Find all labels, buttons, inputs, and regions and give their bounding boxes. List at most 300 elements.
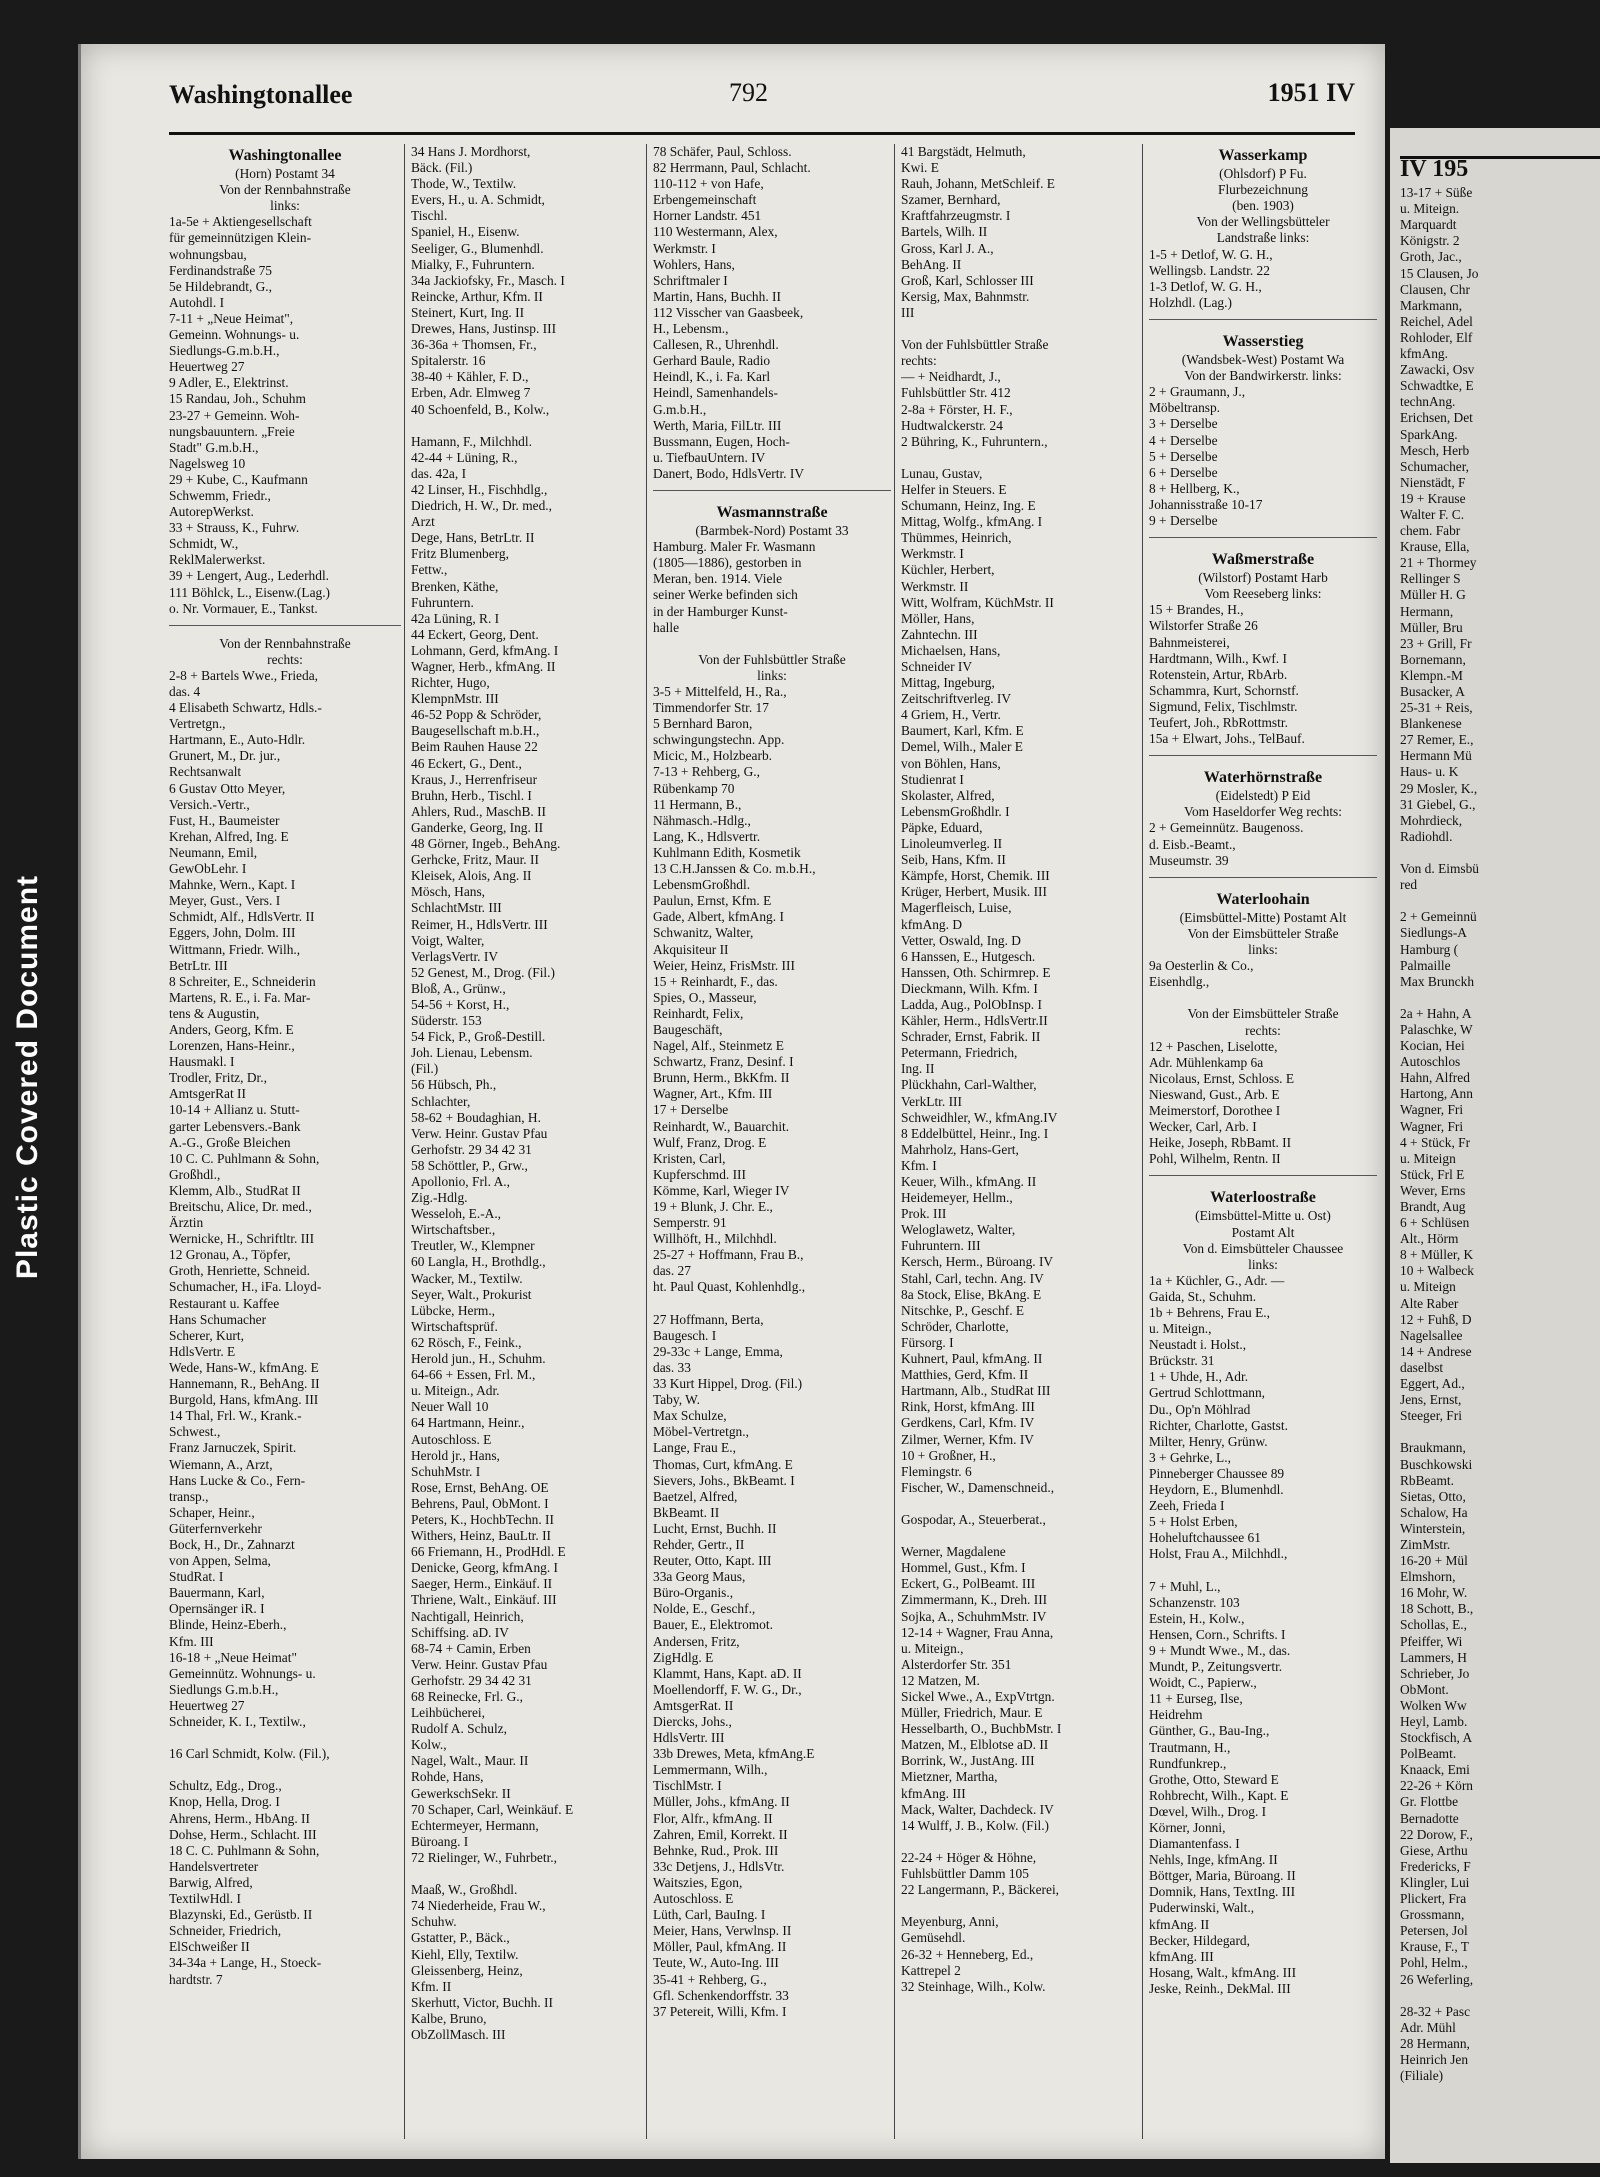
street-heading: Washingtonallee xyxy=(228,148,342,164)
directory-entry: Wagner, Fri xyxy=(1400,1118,1464,1134)
directory-entry: Nitschke, P., Geschf. E xyxy=(901,1302,1025,1318)
directory-entry: Hamann, F., Milchhdl. xyxy=(411,433,532,449)
directory-entry: Verw. Heinr. Gustav Pfau xyxy=(411,1125,548,1141)
directory-entry: Reimer, H., HdlsVertr. III xyxy=(411,916,548,932)
directory-entry: Jens, Ernst, xyxy=(1400,1392,1462,1408)
directory-entry: 5 + Derselbe xyxy=(1149,448,1218,464)
directory-entry: 10 C. C. Puhlmann & Sohn, xyxy=(169,1150,320,1166)
directory-entry: u. Miteign., xyxy=(1149,1321,1212,1337)
directory-entry: Linoleumverleg. II xyxy=(901,836,1003,852)
directory-entry: 1b + Behrens, Frau E., xyxy=(1149,1305,1270,1320)
directory-entry: Eggers, John, Dolm. III xyxy=(169,925,296,941)
directory-entry: 25-27 + Hoffmann, Frau B., xyxy=(653,1247,804,1263)
directory-entry: Kattrepel 2 xyxy=(901,1962,961,1978)
directory-entry: Zawacki, Osv xyxy=(1400,362,1475,378)
directory-entry: Nähmasch.-Hdlg., xyxy=(653,812,751,828)
directory-entry: Kraus, J., Herrenfriseur xyxy=(411,771,538,787)
directory-entry: 60 Langla, H., Brothdlg., xyxy=(411,1254,546,1270)
directory-entry: Hardtmann, Wilh., Kwf. I xyxy=(1149,650,1287,666)
directory-entry: Günther, G., Bau-Ing., xyxy=(1149,1723,1270,1739)
adjacent-page-column xyxy=(1400,156,1600,2084)
directory-entry: Schneider, Friedrich, xyxy=(169,1923,282,1939)
directory-entry: Richter, Charlotte, Gastst. xyxy=(1149,1417,1288,1433)
directory-entry: Werner, Magdalene xyxy=(901,1544,1006,1560)
directory-entry: Plickert, Fra xyxy=(1400,1891,1467,1907)
directory-entry: Krehan, Alfred, Ing. E xyxy=(169,828,289,844)
directory-entry: Hans Schumacher xyxy=(169,1311,267,1327)
directory-entry: Knop, Hella, Drog. I xyxy=(169,1794,280,1810)
directory-entry: Puderwinski, Walt., xyxy=(1149,1900,1255,1916)
directory-entry: Heyl, Lamb. xyxy=(1400,1714,1468,1729)
directory-entry: kfmAng. II xyxy=(1149,1916,1210,1932)
directory-entry: Breitschu, Alice, Dr. med., xyxy=(169,1199,312,1214)
directory-entry: 58-62 + Boudaghian, H. xyxy=(411,1109,541,1125)
directory-entry: 38-40 + Kähler, F. D., xyxy=(411,369,529,385)
directory-entry: Hanssen, Oth. Schirmrep. E xyxy=(901,964,1051,980)
street-note: (Barmbek-Nord) Postamt 33 xyxy=(695,523,849,539)
directory-entry: Gade, Albert, kfmAng. I xyxy=(653,909,784,925)
header-year: 1951 IV xyxy=(1267,78,1355,107)
directory-entry: Rechtsanwalt xyxy=(169,764,242,780)
directory-entry: Spitalerstr. 16 xyxy=(411,353,486,369)
directory-entry: Wittmann, Friedr. Wilh., xyxy=(169,941,301,957)
directory-entry: garter Lebensvers.-Bank xyxy=(169,1118,301,1134)
directory-entry: Apollonio, Frl. A., xyxy=(411,1174,510,1189)
directory-entry: Schuhw. xyxy=(411,1914,457,1930)
directory-entry: Schrader, Ernst, Fabrik. II xyxy=(901,1029,1041,1045)
directory-entry: Flemingstr. 6 xyxy=(901,1463,972,1479)
directory-entry: SchlachtMstr. III xyxy=(411,900,502,916)
directory-entry: 46 Eckert, G., Dent., xyxy=(411,755,522,771)
directory-entry: von Böhlen, Hans, xyxy=(901,755,1001,771)
directory-entry: Klemm, Alb., StudRat II xyxy=(169,1182,301,1198)
directory-entry: Withers, Heinz, BauLtr. II xyxy=(411,1528,552,1544)
directory-entry: Rohde, Hans, xyxy=(411,1769,484,1785)
directory-entry: Schammra, Kurt, Schornstf. xyxy=(1149,682,1299,698)
directory-entry: Herold jr., Hans, xyxy=(411,1447,500,1463)
directory-entry: Wulf, Franz, Drog. E xyxy=(653,1134,767,1150)
directory-entry: Versich.-Vertr., xyxy=(169,796,250,812)
directory-entry: Ladda, Aug., PolObInsp. I xyxy=(901,996,1042,1012)
directory-entry: Nachtigall, Heinrich, xyxy=(411,1608,524,1624)
section-divider xyxy=(653,490,891,501)
directory-entry: Alte Raber xyxy=(1400,1295,1459,1311)
directory-entry: 1a + Küchler, G., Adr. — xyxy=(1149,1272,1285,1288)
directory-entry: Szamer, Bernhard, xyxy=(901,192,1001,208)
street-note: rechts: xyxy=(267,651,303,667)
directory-entry: Hans Lucke & Co., Fern- xyxy=(169,1472,306,1488)
directory-entry: 32 Steinhage, Wilh., Kolw. xyxy=(901,1978,1046,1994)
street-note: Von d. Eimsbütteler Chaussee xyxy=(1182,1240,1344,1256)
directory-entry: ZigHdlg. E xyxy=(653,1649,714,1665)
directory-entry: Kersig, Max, Bahnmstr. xyxy=(901,288,1030,304)
directory-entry: Denicke, Georg, kfmAng. I xyxy=(411,1560,559,1576)
directory-entry: 4 + Stück, Fr xyxy=(1400,1134,1471,1150)
directory-entry: Rink, Horst, kfmAng. III xyxy=(901,1399,1035,1415)
street-heading: Wasmannstraße xyxy=(716,504,828,521)
directory-entry: Evers, H., u. A. Schmidt, xyxy=(411,192,545,208)
directory-entry: Wagner, Herb., kfmAng. II xyxy=(411,659,556,674)
directory-entry: Rohloder, Elf xyxy=(1400,329,1473,345)
directory-entry: Hausmakl. I xyxy=(169,1054,235,1070)
directory-entry: Zimmermann, K., Dreh. III xyxy=(901,1592,1048,1608)
directory-entry: H., Lebensm., xyxy=(653,321,729,337)
directory-entry: Eckert, G., PolBeamt. III xyxy=(901,1576,1036,1592)
directory-entry: 13-17 + Süße xyxy=(1400,185,1473,201)
directory-entry: Lübcke, Herm., xyxy=(411,1302,496,1318)
directory-entry: Baumert, Karl, Kfm. E xyxy=(901,723,1024,739)
directory-entry: Neuer Wall 10 xyxy=(411,1399,489,1415)
directory-entry xyxy=(901,450,1139,466)
directory-entry: 34-34a + Lange, H., Stoeck- xyxy=(169,1955,322,1971)
directory-entry: 3 + Gehrke, L., xyxy=(1149,1449,1231,1465)
directory-entry: LebensmGroßhdl. xyxy=(653,877,751,893)
directory-entry: von Appen, Selma, xyxy=(169,1553,271,1569)
street-note: Landstraße links: xyxy=(1216,230,1310,246)
directory-entry: Krüger, Herbert, Musik. III xyxy=(901,884,1047,900)
directory-entry: 64 Hartmann, Heinr., xyxy=(411,1415,525,1431)
directory-entry: GewObLehr. I xyxy=(169,861,247,877)
directory-entry: Schanzenstr. 103 xyxy=(1149,1594,1240,1610)
directory-entry: Ferdinandstraße 75 xyxy=(169,262,273,278)
section-divider xyxy=(1149,319,1377,330)
directory-entry: Clausen, Chr xyxy=(1400,281,1470,297)
directory-entry: schwingungstechn. App. xyxy=(653,732,785,748)
directory-entry: Gemeinn. Wohnungs- u. xyxy=(169,327,300,343)
directory-entry: Willhöft, H., Milchhdl. xyxy=(653,1231,777,1247)
directory-entry: Wohlers, Hans, xyxy=(653,256,735,272)
directory-entry: Eisenhdlg., xyxy=(1149,974,1210,990)
directory-entry: Sievers, Johs., BkBeamt. I xyxy=(653,1472,795,1488)
directory-entry: Micic, M., Holzbearb. xyxy=(653,748,772,764)
directory-entry: Wacker, M., Textilw. xyxy=(411,1270,523,1286)
directory-entry: Meyer, Gust., Vers. I xyxy=(169,893,281,909)
directory-entry: hardtstr. 7 xyxy=(169,1971,223,1987)
directory-entry xyxy=(411,418,643,434)
directory-entry: 33c Detjens, J., HdlsVtr. xyxy=(653,1858,785,1874)
directory-entry: Verw. Heinr. Gustav Pfau xyxy=(411,1656,548,1672)
directory-entry: 27 Remer, E., xyxy=(1400,732,1474,748)
directory-entry: 70 Schaper, Carl, Weinkäuf. E xyxy=(411,1801,574,1817)
directory-entry: Schumacher, xyxy=(1400,458,1469,474)
directory-entry: Bloß, A., Grünw., xyxy=(411,980,506,996)
directory-entry: Möbeltransp. xyxy=(1149,400,1221,416)
directory-entry: Trodler, Fritz, Dr., xyxy=(169,1070,267,1086)
directory-entry: Estein, H., Kolw., xyxy=(1149,1610,1245,1626)
directory-entry: Holst, Frau A., Milchhdl., xyxy=(1149,1546,1288,1562)
directory-entry: Vetter, Oswald, Ing. D xyxy=(901,932,1021,948)
directory-entry: Körner, Jonni, xyxy=(1149,1820,1226,1835)
directory-entry: 54 Fick, P., Groß-Destill. xyxy=(411,1029,546,1045)
directory-entry: 11 + Eurseg, Ilse, xyxy=(1149,1691,1243,1707)
directory-entry: Matthies, Gerd, Kfm. II xyxy=(901,1367,1029,1383)
directory-entry: 8 + Hellberg, K., xyxy=(1149,480,1240,496)
directory-entry: KlempnMstr. III xyxy=(411,691,499,707)
directory-entry xyxy=(1400,1424,1600,1440)
directory-entry: 1a-5e + Aktiengesellschaft xyxy=(169,214,312,230)
directory-entry: Heidrehm xyxy=(1149,1707,1203,1723)
directory-entry: Hoheluftchaussee 61 xyxy=(1149,1530,1261,1546)
directory-entry: 18 Schott, B., xyxy=(1400,1601,1474,1617)
directory-entry: 23 + Grill, Fr xyxy=(1400,635,1472,651)
directory-entry: 2 + Gemeinnütz. Baugenoss. xyxy=(1149,820,1304,836)
directory-entry: Möbel-Vertretgn., xyxy=(653,1424,749,1440)
directory-entry: Schultz, Edg., Drog., xyxy=(169,1778,282,1794)
directory-entry: 42 Linser, H., Fischhdlg., xyxy=(411,481,548,497)
directory-entry: Petersen, Jol xyxy=(1400,1923,1468,1939)
directory-entry: Gr. Flottbe xyxy=(1400,1794,1459,1810)
directory-entry: 19 + Krause xyxy=(1400,490,1466,506)
directory-entry: Kocian, Hei xyxy=(1400,1038,1465,1054)
directory-entry: Wolken Ww xyxy=(1400,1697,1467,1713)
directory-entry: Großhdl., xyxy=(169,1166,221,1182)
directory-entry: Zilmer, Werner, Kfm. IV xyxy=(901,1431,1034,1447)
directory-entry: Dœvel, Wilh., Drog. I xyxy=(1149,1803,1267,1819)
directory-entry: Rose, Ernst, BehAng. OE xyxy=(411,1479,549,1495)
directory-entry: Weier, Heinz, FrisMstr. III xyxy=(653,957,795,973)
directory-entry: Woidt, C., Papierw., xyxy=(1149,1675,1257,1691)
adjacent-page-header: IV 195 xyxy=(1400,156,1600,177)
directory-entry: Meyenburg, Anni, xyxy=(901,1914,999,1930)
directory-entry: Timmendorfer Str. 17 xyxy=(653,700,769,716)
directory-entry xyxy=(653,636,891,652)
directory-entry: Werkmstr. I xyxy=(901,546,964,562)
directory-entry: Pohl, Helm., xyxy=(1400,1955,1468,1971)
directory-entry: Hermann, xyxy=(1400,603,1454,619)
directory-entry: Gross, Karl J. A., xyxy=(901,240,994,256)
directory-entry: Reinhardt, Felix, xyxy=(653,1005,744,1021)
directory-entry: 16-18 + „Neue Heimat" xyxy=(169,1649,297,1665)
directory-entry: Reincke, Arthur, Kfm. II xyxy=(411,288,543,304)
directory-entry xyxy=(169,1730,401,1746)
page-header xyxy=(169,72,1355,135)
directory-entry: Anders, Georg, Kfm. E xyxy=(169,1021,294,1037)
directory-entry: Schröder, Charlotte, xyxy=(901,1318,1009,1334)
directory-entry: 7-11 + „Neue Heimat", xyxy=(169,310,294,326)
directory-entry: u. Miteign xyxy=(1400,1279,1456,1295)
directory-entry: 22 Dorow, F., xyxy=(1400,1826,1473,1842)
directory-entry: Wever, Erns xyxy=(1400,1182,1466,1198)
directory-entry: 29 + Kube, C., Kaufmann xyxy=(169,471,308,487)
directory-entry: 8 Eddelbüttel, Heinr., Ing. I xyxy=(901,1125,1049,1141)
side-label-text: Plastic Covered Document xyxy=(11,874,44,1280)
directory-entry: Baugesch. I xyxy=(653,1327,717,1343)
directory-entry: Studienrat I xyxy=(901,771,964,787)
directory-entry: Schriftmaler I xyxy=(653,272,728,288)
directory-entry: Grothe, Otto, Steward E xyxy=(1149,1771,1279,1787)
directory-entry: 22-24 + Höger & Höhne, xyxy=(901,1849,1037,1865)
directory-entry: 14 + Andrese xyxy=(1400,1343,1472,1359)
directory-entry: Müller H. G xyxy=(1400,587,1466,603)
directory-entry: Sietas, Otto, xyxy=(1400,1488,1466,1504)
directory-entry: Kfm. I xyxy=(901,1157,937,1173)
directory-entry xyxy=(1149,1563,1377,1579)
directory-entry: 19 + Blunk, J. Chr. E., xyxy=(653,1199,773,1214)
directory-entry: Brunn, Herm., BkKfm. II xyxy=(653,1070,790,1086)
directory-entry: Neustadt i. Holst., xyxy=(1149,1337,1247,1353)
directory-entry: wohnungsbau, xyxy=(169,246,247,262)
directory-entry: 78 Schäfer, Paul, Schloss. xyxy=(653,144,792,159)
directory-entry: Lohmann, Gerd, kfmAng. I xyxy=(411,642,559,658)
directory-entry: Bahnmeisterei, xyxy=(1149,634,1230,650)
directory-entry: 6 + Derselbe xyxy=(1149,464,1218,480)
directory-entry: Flor, Alfr., kfmAng. II xyxy=(653,1810,773,1826)
directory-entry: 9 + Derselbe xyxy=(1149,512,1218,528)
directory-entry: 29 Mosler, K., xyxy=(1400,780,1478,796)
directory-entry: 4 Griem, H., Vertr. xyxy=(901,707,1001,723)
directory-entry: 9a Oesterlin & Co., xyxy=(1149,958,1254,974)
directory-entry: Steinert, Kurt, Ing. II xyxy=(411,304,525,320)
directory-entry: Schwest., xyxy=(169,1424,221,1440)
directory-entry: Rohbrecht, Wilh., Kapt. E xyxy=(1149,1787,1289,1803)
directory-entry: Hahn, Alfred xyxy=(1400,1070,1470,1086)
directory-entry: Lang, K., Hdlsvertr. xyxy=(653,828,761,844)
directory-entry: Meimerstorf, Dorothee I xyxy=(1149,1102,1281,1118)
directory-entry: Groth, Henriette, Schneid. xyxy=(169,1263,310,1279)
directory-entry: Moellendorff, F. W. G., Dr., xyxy=(653,1681,802,1697)
directory-entry: 28 Hermann, xyxy=(1400,2035,1470,2051)
directory-entry: Mittag, Ingeburg, xyxy=(901,675,995,691)
street-note: Von der Eimsbütteler Straße xyxy=(1187,925,1339,941)
directory-entry: Braukmann, xyxy=(1400,1440,1466,1456)
directory-entry: Tischl. xyxy=(411,208,448,224)
street-note: links: xyxy=(1248,942,1278,958)
directory-entry: Mösch, Hans, xyxy=(411,884,486,900)
street-note: (Horn) Postamt 34 xyxy=(235,166,335,182)
directory-entry: Lüth, Carl, BauIng. I xyxy=(653,1907,766,1923)
directory-entry xyxy=(169,1762,401,1778)
directory-entry: Lorenzen, Hans-Heinr., xyxy=(169,1038,295,1054)
directory-entry: Buschkowski xyxy=(1400,1456,1473,1472)
directory-entry: transp., xyxy=(169,1488,209,1504)
side-label xyxy=(8,820,48,1340)
directory-entry: 110-112 + von Hafe, xyxy=(653,176,764,192)
directory-entry: ObMont. xyxy=(1400,1681,1449,1697)
directory-entry: Palmaille xyxy=(1400,957,1451,973)
directory-entry: Winterstein, xyxy=(1400,1520,1466,1536)
directory-entry: Autoschloss. E xyxy=(653,1891,734,1907)
directory-entry: Rauh, Johann, MetSchleif. E xyxy=(901,176,1055,192)
directory-entry: das. 27 xyxy=(653,1263,691,1279)
directory-entry: Johannisstraße 10-17 xyxy=(1149,496,1263,512)
street-note: links: xyxy=(1248,1256,1278,1272)
directory-entry: Kiehl, Elly, Textilw. xyxy=(411,1946,519,1962)
street-heading: Waterloostraße xyxy=(1210,1190,1316,1207)
directory-entry: 34a Jackiofsky, Fr., Masch. I xyxy=(411,272,565,288)
directory-entry: 68-74 + Camin, Erben xyxy=(411,1640,531,1656)
directory-entry: Schwanitz, Walter, xyxy=(653,925,754,941)
directory-entry: Rehder, Gertr., II xyxy=(653,1536,745,1552)
directory-entry xyxy=(1400,893,1600,909)
directory-entry: Helfer in Steuers. E xyxy=(901,481,1007,497)
directory-entry: Stadt" G.m.b.H., xyxy=(169,439,259,455)
directory-entry: Kfm. III xyxy=(169,1633,214,1649)
directory-entry: Diercks, Johs., xyxy=(653,1714,732,1729)
directory-entry: 35-41 + Rehberg, G., xyxy=(653,1971,767,1987)
directory-entry: III xyxy=(901,304,915,320)
directory-entry: Thriene, Walt., Einkäuf. III xyxy=(411,1592,557,1608)
directory-entry: Fritz Blumenberg, xyxy=(411,546,509,562)
directory-entry: Baugeschäft, xyxy=(653,1021,723,1037)
directory-entry: Akquisiteur II xyxy=(653,941,729,957)
directory-entry: Herold jun., H., Schuhm. xyxy=(411,1351,546,1367)
directory-entry: Autoschloss. E xyxy=(411,1431,492,1447)
directory-entry: Arzt xyxy=(411,514,435,530)
directory-entry: Taby, W. xyxy=(653,1392,700,1408)
directory-entry: 5e Hildebrandt, G., xyxy=(169,278,273,294)
directory-entry: Zig.-Hdlg. xyxy=(411,1190,468,1206)
directory-entry: Nagelsweg 10 xyxy=(169,455,246,471)
directory-entry: Elmshorn, xyxy=(1400,1569,1456,1585)
directory-entry: Schollas, E., xyxy=(1400,1617,1467,1633)
directory-entry: Heidemeyer, Hellm., xyxy=(901,1190,1013,1206)
directory-entry: Nagel, Walt., Maur. II xyxy=(411,1753,529,1769)
directory-entry: Echtermeyer, Hermann, xyxy=(411,1817,539,1833)
directory-entry: rechts: xyxy=(901,353,937,369)
directory-entry: Bäck. (Fil.) xyxy=(411,160,473,176)
street-note: Vom Haseldorfer Weg rechts: xyxy=(1184,804,1342,820)
directory-entry: Klingler, Lui xyxy=(1400,1874,1470,1890)
directory-entry: Schalow, Ha xyxy=(1400,1504,1468,1520)
directory-entry: 52 Genest, M., Drog. (Fil.) xyxy=(411,964,555,980)
directory-entry: 15 Randau, Joh., Schuhm xyxy=(169,391,306,407)
directory-entry: Kwi. E xyxy=(901,160,939,176)
directory-entry: Holzhdl. (Lag.) xyxy=(1149,294,1232,310)
directory-entry: Büro-Organis., xyxy=(653,1585,734,1601)
directory-entry: Fuhlsbüttler Str. 412 xyxy=(901,385,1011,401)
directory-entry: 2 + Gemeinnü xyxy=(1400,909,1477,925)
directory-entry: Bernadotte xyxy=(1400,1810,1459,1826)
street-note: (Wandsbek-West) Postamt Wa xyxy=(1181,352,1345,368)
directory-entry: 15 Clausen, Jo xyxy=(1400,265,1479,281)
directory-entry: Teufert, Joh., RbRottmstr. xyxy=(1149,715,1288,730)
directory-entry: Rellinger S xyxy=(1400,571,1461,587)
directory-entry: 110 Westermann, Alex, xyxy=(653,224,778,240)
directory-entry: Gaida, St., Schuhm. xyxy=(1149,1288,1257,1304)
directory-entry: Museumstr. 39 xyxy=(1149,852,1229,868)
directory-entry: Plückhahn, Carl-Walther, xyxy=(901,1077,1037,1093)
directory-entry: BehAng. II xyxy=(901,256,962,272)
directory-entry: Mahnke, Wern., Kapt. I xyxy=(169,877,296,893)
directory-entry: 29-33c + Lange, Emma, xyxy=(653,1343,783,1359)
directory-entry: 42a Lüning, R. I xyxy=(411,610,500,626)
directory-entry: 41 Bargstädt, Helmuth, xyxy=(901,144,1026,159)
directory-entry: Kleisek, Alois, Ang. II xyxy=(411,868,532,884)
directory-entry: Gstatter, P., Bäck., xyxy=(411,1930,510,1946)
directory-entry: Mialky, F., Fuhruntern. xyxy=(411,256,535,272)
street-note: Vom Reeseberg links: xyxy=(1204,586,1322,602)
directory-entry: chem. Fabr xyxy=(1400,523,1461,539)
directory-entry: StudRat. I xyxy=(169,1569,224,1585)
directory-entry: 6 Hanssen, E., Hutgesch. xyxy=(901,948,1036,964)
directory-entry: 10-14 + Allianz u. Stutt- xyxy=(169,1102,300,1118)
section-divider xyxy=(1149,537,1377,548)
directory-page xyxy=(78,44,1385,2159)
directory-entry: u. Miteign., xyxy=(901,1640,964,1656)
directory-entry: Wellingsb. Landstr. 22 xyxy=(1149,262,1270,278)
directory-entry: Kersch, Herm., Büroang. IV xyxy=(901,1254,1054,1270)
directory-entry: red xyxy=(1400,877,1418,893)
directory-entry: d. Eisb.-Beamt., xyxy=(1149,836,1236,852)
directory-entry: Werth, Maria, FilLtr. III xyxy=(653,417,782,433)
directory-entry: Erben, Adr. Elmweg 7 xyxy=(411,385,531,401)
directory-entry: Heuertweg 27 xyxy=(169,359,245,375)
directory-entry: Hamburg ( xyxy=(1400,941,1459,957)
street-note: Von der Rennbahnstraße xyxy=(219,182,351,198)
directory-entry: Steeger, Fri xyxy=(1400,1408,1462,1424)
directory-entry: Dohse, Herm., Schlacht. III xyxy=(169,1826,317,1842)
directory-entry: Klammt, Hans, Kapt. aD. II xyxy=(653,1665,802,1681)
